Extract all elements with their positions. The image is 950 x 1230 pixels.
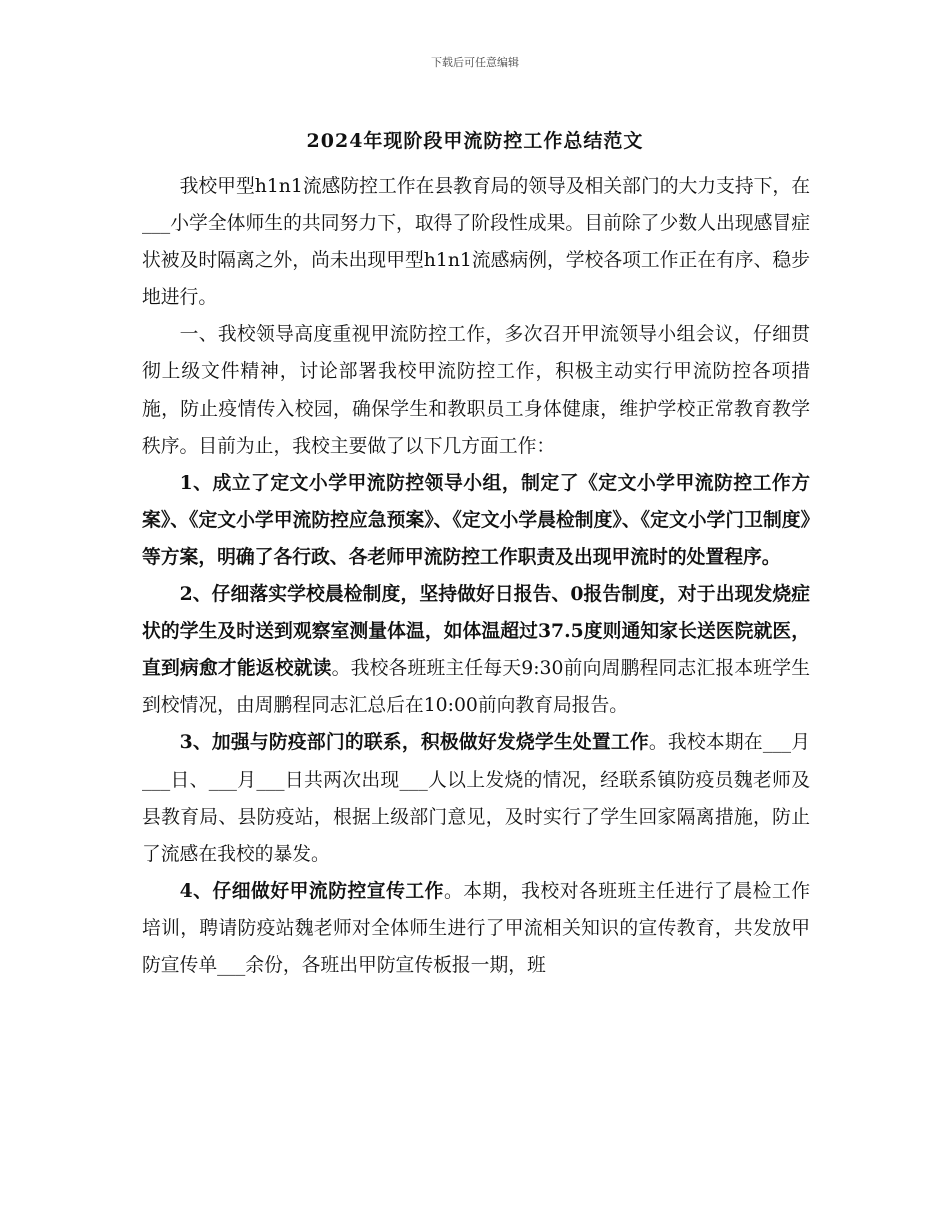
paragraph-item-1 bbox=[142, 465, 810, 576]
paragraph-bold-lead: 2、仔细落实学校晨检制度，坚持做好日报告、0报告制度，对于出现发烧症状的学生及时送到观察室测量体温，如体温超过37.5度则通知家长送医院就医，直到病愈才能返校就读 bbox=[142, 583, 810, 680]
paragraph-bold-lead: 1、成立了定文小学甲流防控领导小组，制定了《定文小学甲流防控工作方案》、《定文小学甲流防控应急预案》、《定文小学晨检制度》、《定文小学门卫制度》等方案，明确了各行政、各老师甲流防控工作职责及出现甲流时的处置程序。 bbox=[142, 471, 810, 568]
document-title: 2024年现阶段甲流防控工作总结范文 bbox=[306, 130, 644, 152]
paragraph-text: 一、我校领导高度重视甲流防控工作，多次召开甲流领导小组会议，仔细贯彻上级文件精神，讨论部署我校甲流防控工作，积极主动实行甲流防控各项措施，防止疫情传入校园，确保学生和教职员工身体健康，维护学校正常教育教学秩序。目前为止，我校主要做了以下几方面工作： bbox=[142, 324, 810, 457]
paragraph-text: 。本期，我校对各班班主任进行了晨检工作培训，聘请防疫站魏老师对全体师生进行了甲流相关知识的宣传教育，共发放甲防宣传单___余份，各班出甲防宣传板报一期，班 bbox=[142, 880, 810, 976]
paragraph-item-4 bbox=[142, 873, 810, 984]
document-body bbox=[142, 168, 810, 984]
paragraph-bold-lead: 3、加强与防疫部门的联系，积极做好发烧学生处置工作 bbox=[179, 731, 649, 754]
paragraph-bold-lead: 4、仔细做好甲流防控宣传工作 bbox=[179, 879, 444, 902]
paragraph-item-2 bbox=[142, 576, 810, 724]
paragraph-intro bbox=[142, 168, 810, 316]
paragraph-text: 。我校各班班主任每天9:30前向周鹏程同志汇报本班学生到校情况，由周鹏程同志汇总后在10:00前向教育局报告。 bbox=[142, 658, 810, 717]
paragraph-text: 我校甲型h1n1流感防控工作在县教育局的领导及相关部门的大力支持下，在___小学全体师生的共同努力下，取得了阶段性成果。目前除了少数人出现感冒症状被及时隔离之外，尚未出现甲型h1n1流感病例，学校各项工作正在有序、稳步地进行。 bbox=[142, 176, 810, 309]
paragraph-section-one bbox=[142, 316, 810, 464]
header-note: 下载后可任意编辑 bbox=[431, 56, 519, 69]
paragraph-text: 。我校本期在___月___日、___月___日共两次出现___人以上发烧的情况，经联系镇防疫员魏老师及县教育局、县防疫站，根据上级部门意见，及时实行了学生回家隔离措施，防止了流感在我校的暴发。 bbox=[142, 732, 811, 865]
paragraph-item-3 bbox=[142, 724, 810, 872]
